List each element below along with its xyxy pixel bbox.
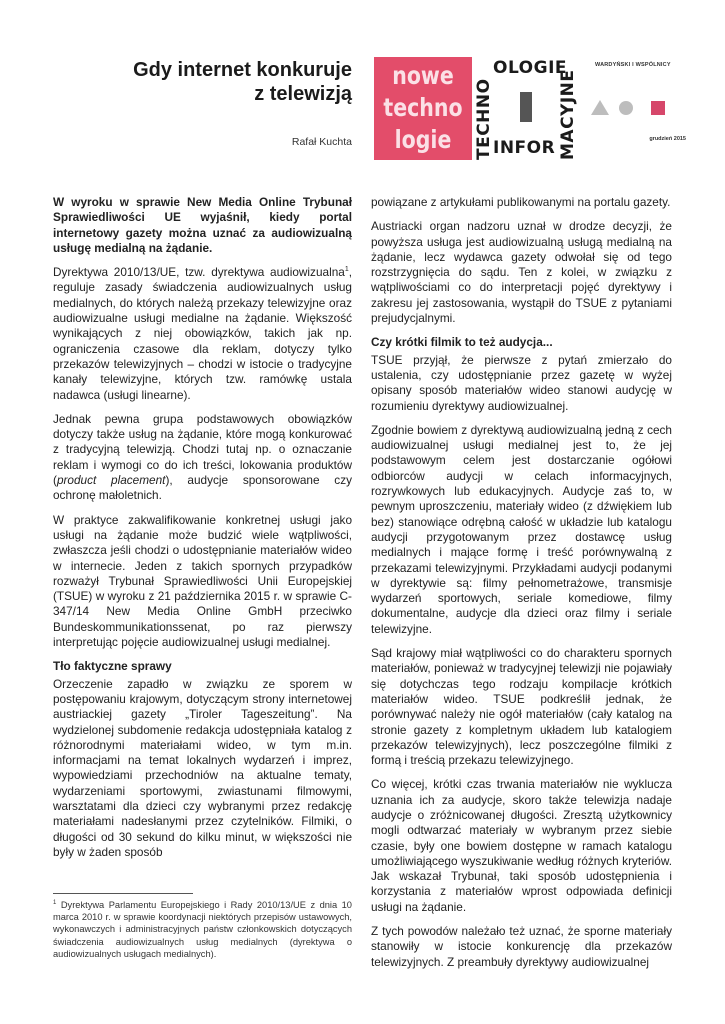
paragraph-2-text-a: Jednak pewna grupa podstawowych obowiązków dotyczy także usług na żądanie, które mogą konkurować z tradycyjną telewizją. Chodzi tutaj np. o oznaczanie reklam i wymogi co do ich treści, lokowania produktów (	[53, 411, 352, 488]
masthead-macyjne: MACYJNE	[558, 69, 578, 160]
square-icon	[651, 101, 665, 115]
paragraph-1	[53, 265, 352, 403]
lead-paragraph: W wyroku w sprawie New Media Online Trybunał Sprawiedliwości UE wyjaśnił, kiedy portal internetowy gazety można uznać za audiowizualną usługę medialną na żądanie.	[53, 195, 352, 255]
left-column	[53, 195, 352, 869]
logo-line-3: logie	[394, 125, 452, 154]
paragraph-2-italic: product placement	[56, 473, 166, 488]
section-heading-1: Tło faktyczne sprawy	[53, 659, 172, 674]
paragraph-6: Austriacki organ nadzoru uznał w drodze decyzji, że powyższa usługa jest audiowizualną usługą medialną na żądanie, lecz wydawca gazety odwołał się od tego rozstrzygnięcia do sądu. Ten z kolei, w związku z wątpliwościami co do interpretacji pojęć dyrektywy i zakresu jej zastosowania, wystąpił do TSUE z pytaniami prejudycjalnymi.	[371, 219, 672, 326]
masthead-techno: TECHNO	[474, 78, 494, 160]
footnote-ref: 1	[344, 266, 349, 274]
footnote-divider	[53, 893, 193, 894]
logo-line-1: nowe	[392, 61, 454, 90]
masthead-ologie: OLOGIE	[493, 58, 568, 78]
paragraph-3: W praktyce zakwalifikowanie konkretnej usługi jako usługi na żądanie może budzić wiele wątpliwości, zwłaszcza jeśli chodzi o udostępnianie materiałów wideo w internecie. Jeden z takich spornych przypadków rozważył Trybunał Sprawiedliwości Unii Europejskiej (TSUE) w wyroku z 21 października 2015 r. w sprawie C-347/14 New Media Online GmbH przeciwko Bundeskommunikationssenat, po raz pierwszy interpretując pojęcie audiowizualnej usługi medialnej.	[53, 512, 352, 650]
circle-icon	[619, 101, 633, 115]
title-line-2: z telewizją	[254, 83, 352, 105]
article-title	[80, 58, 352, 106]
paragraph-5: powiązane z artykułami publikowanymi na portalu gazety.	[371, 195, 671, 209]
title-line-1: Gdy internet konkuruje	[133, 59, 352, 81]
triangle-icon	[591, 100, 609, 115]
paragraph-1-text-b: , reguluje zasady świadczenia audiowizualnych usług medialnych, do których należą przekazy telewizyjne oraz audiowizualne usługi medialne na żądanie. Większość wynikających z niej obowiązków, takich jak np. ograniczenia czasowe dla reklam, dotyczy tylko przekazów telewizyjnych – chodzi w istocie o tradycyjne kanały telewizyjne, których tzw. ramówkę ustala nadawca (usługi linearne).	[53, 265, 352, 402]
logo-line-2: techno	[383, 93, 463, 122]
masthead-bar-icon	[520, 92, 532, 122]
paragraph-11: Z tych powodów należało też uznać, że sporne materiały stanowiły w istocie konkurencję dla przekazów telewizyjnych. Z preambuły dyrektywy audiowizualnej	[371, 924, 672, 969]
paragraph-8: Zgodnie bowiem z dyrektywą audiowizualną jedną z cech audiowizualnej usługi medialnej jest to, że jej podstawowym celem jest dostarczanie ogółowi odbiorców audycji w celach informacyjnych, rozrywkowych lub edukacyjnych. Audycje zaś to, w pewnym uproszczeniu, materiały wideo (z dźwiękiem lub bez) stanowiące odrębną całość w układzie lub katalogu audycji przygotowanym przez dostawcę usług medialnych i mające formę i treść porównywalną z przekazami telewizyjnymi. Przykładami audycji podanymi w dyrektywie są: filmy pełnometrażowe, transmisje wydarzeń sportowych, seriale komediowe, filmy dokumentalne, audycje dla dzieci oraz filmy i seriale telewizyjne.	[371, 422, 672, 636]
footnote	[53, 899, 352, 960]
paragraph-4: Orzeczenie zapadło w związku ze sporem w postępowaniu krajowym, dotyczącym strony internetowej austriackiej gazety „Tiroler Tageszeitung”. Na wydzielonej subdomenie redakcja udostępniała katalog z różnorodnymi materiałami wideo, w tym m.in. informacjami na temat lokalnych wydarzeń i imprez, wypowiedziami przechodniów na aktualne tematy, wydarzeniami sportowymi, zwiastunami filmowymi, warsztatami dla dzieci czy wybranymi przez redakcję materiałami nadesłanymi przez czytelników. Filmiki, o długości od 30 sekund do kilku minut, w większości nie były w żaden sposób	[53, 676, 352, 859]
footnote-number: 1	[53, 899, 57, 906]
right-column	[371, 195, 672, 979]
firm-name: WARDYŃSKI I WSPÓLNICY	[595, 62, 671, 68]
author-name: Rafał Kuchta	[291, 136, 352, 148]
paragraph-9: Sąd krajowy miał wątpliwości co do charakteru spornych materiałów, ponieważ w tradycyjnej telewizji nie pojawiały się dotychczas tego rodzaju kompilacje krótkich materiałów wideo. TSUE podkreślił jednak, że porównywać należy nie ogół materiałów (cały katalog na stronie gazety z kompletnym układem lub katalogiem przekazów telewizyjnych), lecz poszczególne filmiki z formą i treścią przekazu telewizyjnego.	[371, 646, 672, 768]
issue-date: grudzień 2015	[649, 136, 686, 142]
footnote-text: Dyrektywa Parlamentu Europejskiego i Rady 2010/13/UE z dnia 10 marca 2010 r. w sprawie koordynacji niektórych przepisów ustawowych, wykonawczych i administracyjnych państw członkowskich dotyczących świadczenia audiowizualnych usług medialnych (dyrektywa o audiowizualnych usługach medialnych).	[53, 900, 352, 959]
paragraph-2	[53, 412, 352, 504]
paragraph-7: TSUE przyjął, że pierwsze z pytań zmierzało do ustalenia, czy udostępnianie przez gazetę w wyżej opisany sposób materiałów wideo stanowi audycję w rozumieniu dyrektywy audiowizualnej.	[371, 352, 672, 413]
paragraph-10: Co więcej, krótki czas trwania materiałów nie wyklucza uznania ich za audycje, skoro także telewizja nadaje audycje o zróżnicowanej długości. Zresztą użytkownicy mogli odtwarzać materiały w wybranym przez siebie czasie, były one bowiem dostępne w ramach katalogu umożliwiającego wyszukiwanie według różnych kryteriów. Jak wskazał Trybunał, taki sposób udostępnienia i korzystania z materiałów wprost odpowiada definicji usługi na żądanie.	[371, 777, 672, 914]
section-heading-2: Czy krótki filmik to też audycja...	[371, 335, 553, 350]
masthead-infor: INFOR	[493, 138, 556, 158]
paragraph-2-text-b: ), audycje sponsorowane czy ochronę małoletnich.	[53, 473, 352, 503]
paragraph-1-text-a: Dyrektywa 2010/13/UE, tzw. dyrektywa audiowizualna	[53, 265, 345, 280]
nowe-technologie-logo	[374, 57, 472, 160]
